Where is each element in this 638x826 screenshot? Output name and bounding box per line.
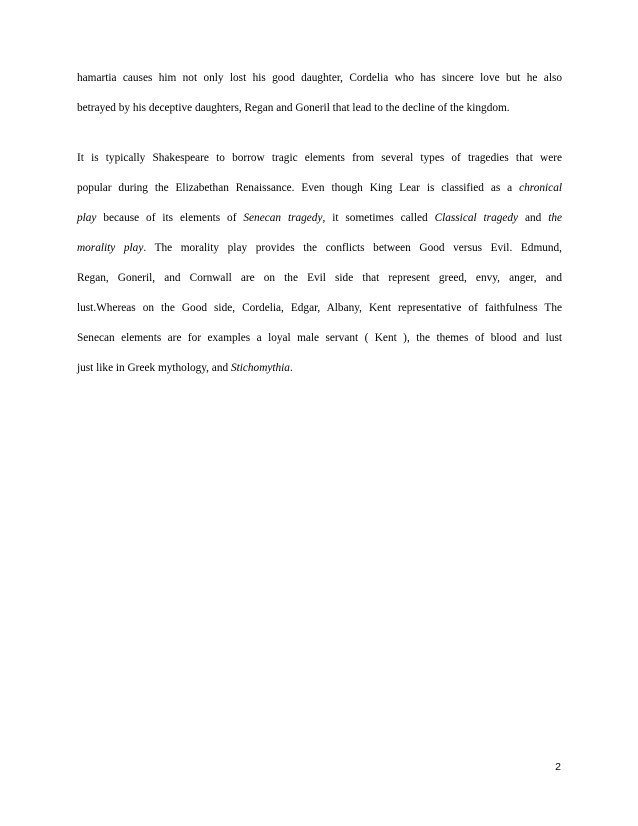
paragraph-1-line-1: hamartia causes him not only lost his good daughter, Cordelia who has sincere love but he also — [77, 72, 562, 84]
text-run: and — [518, 212, 549, 224]
italic-term-chronical: chronical — [519, 182, 562, 194]
paragraph-2-line-7: Senecan elements are for examples a loyal male servant ( Kent ), the themes of blood and lust — [77, 332, 562, 344]
text-run: just like in Greek mythology, and — [77, 362, 231, 374]
paragraph-2-line-6: lust.Whereas on the Good side, Cordelia, Edgar, Albany, Kent representative of faithfulness The — [77, 302, 562, 314]
page-number: 2 — [555, 761, 561, 773]
text-run: . The morality play provides the conflicts between Good versus Evil. Edmund, — [143, 242, 562, 254]
paragraph-1-line-2: betrayed by his deceptive daughters, Regan and Goneril that lead to the decline of the kingdom. — [77, 102, 510, 114]
paragraph-2-line-2 — [77, 178, 562, 208]
paragraph-2 — [77, 148, 562, 388]
paragraph-2-line-8 — [77, 358, 562, 388]
paragraph-2-line-5: Regan, Goneril, and Cornwall are on the Evil side that represent greed, envy, anger, and — [77, 272, 562, 284]
text-run: , it sometimes called — [322, 212, 435, 224]
italic-term-the: the — [548, 212, 563, 224]
italic-term-morality-play: morality play — [77, 242, 144, 254]
text-run: . — [289, 362, 293, 374]
paragraph-2-line-4 — [77, 238, 562, 268]
paragraph-2-line-1: It is typically Shakespeare to borrow tragic elements from several types of tragedies that were — [77, 152, 562, 164]
italic-term-senecan-tragedy: Senecan tragedy — [243, 212, 323, 224]
text-run: because of its elements of — [96, 212, 244, 224]
italic-term-play: play — [77, 212, 97, 224]
italic-term-classical-tragedy: Classical tragedy — [434, 212, 519, 224]
text-run: popular during the Elizabethan Renaissance. Even though King Lear is classified as a — [77, 182, 520, 194]
paragraph-1 — [77, 68, 562, 128]
italic-term-stichomythia: Stichomythia — [230, 362, 290, 374]
paragraph-2-line-3 — [77, 208, 562, 238]
